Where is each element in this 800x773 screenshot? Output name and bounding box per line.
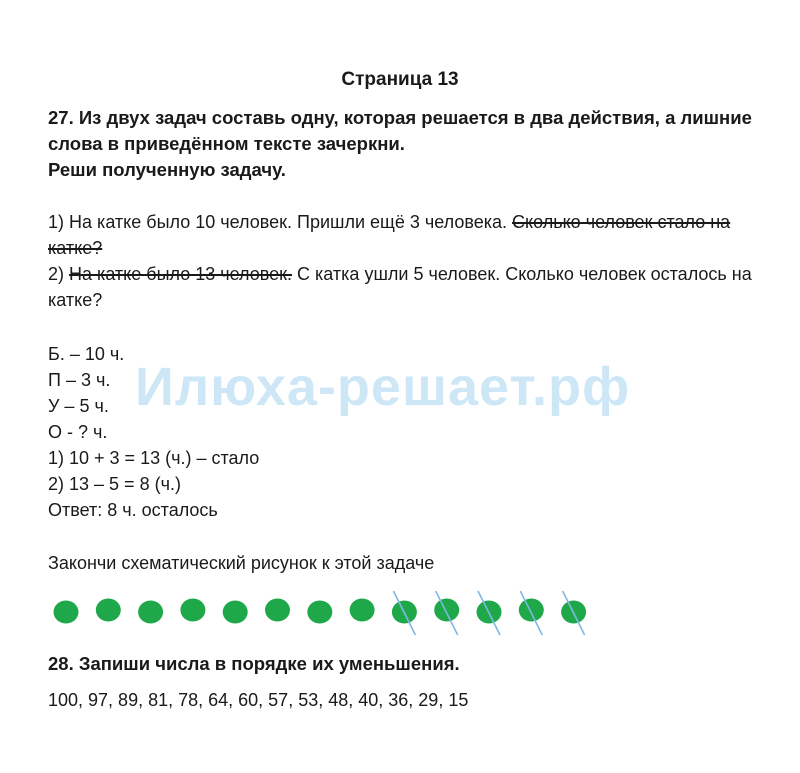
solution-line: У – 5 ч.: [48, 396, 109, 416]
scheme-dot: [434, 599, 459, 622]
solution-line: Б. – 10 ч.: [48, 344, 125, 364]
task-28-heading: 28. Запиши числа в порядке их уменьшения.: [48, 653, 460, 674]
problem-2-struck-text: На катке было 13 человек.: [69, 264, 293, 284]
problem-1: [48, 209, 768, 261]
problem-1-text: На катке было 10 человек. Пришли ещё 3 человека.: [69, 212, 508, 232]
problem-2-number: 2): [48, 264, 65, 284]
solution-line: О - ? ч.: [48, 422, 108, 442]
scheme-dot: [96, 599, 121, 622]
problem-2-text: С катка ушли 5 человек. Сколько человек осталось на катке?: [48, 264, 752, 310]
solution-answer: Ответ: 8 ч. осталось: [48, 500, 218, 520]
problem-1-struck-text: Сколько человек стало на катке?: [48, 212, 731, 258]
scheme-dot: [350, 599, 375, 622]
watermark: Илюха-решает.рф: [135, 357, 631, 417]
scheme-caption: Закончи схематический рисунок к этой задаче: [48, 553, 435, 573]
solution-line: 1) 10 + 3 = 13 (ч.) – стало: [48, 448, 260, 468]
scheme-dots: [40, 585, 600, 641]
solution-line: 2) 13 – 5 = 8 (ч.): [48, 474, 181, 494]
task-27-problems: [48, 209, 768, 313]
task-27-instruction-solve: Реши полученную задачу.: [48, 159, 286, 180]
task-28-answer: 100, 97, 89, 81, 78, 64, 60, 57, 53, 48, 40, 36, 29, 15: [48, 690, 469, 710]
page-title: Страница 13: [341, 69, 459, 90]
problem-1-number: 1): [48, 212, 65, 232]
task-27-instruction: 27. Из двух задач составь одну, которая решается в два действия, а лишние слова в приведённом тексте зачеркни.: [48, 107, 752, 154]
scheme-dot: [519, 599, 544, 622]
solution-line: П – 3 ч.: [48, 370, 111, 390]
scheme-dot: [307, 601, 332, 624]
scheme-dot: [54, 601, 79, 624]
scheme-dot: [265, 599, 290, 622]
problem-2: [48, 261, 768, 313]
scheme-dot: [138, 601, 163, 624]
task-27-solution: [48, 341, 259, 523]
scheme-dot: [223, 601, 248, 624]
task-27-heading: [48, 105, 778, 183]
scheme-dot: [180, 599, 205, 622]
